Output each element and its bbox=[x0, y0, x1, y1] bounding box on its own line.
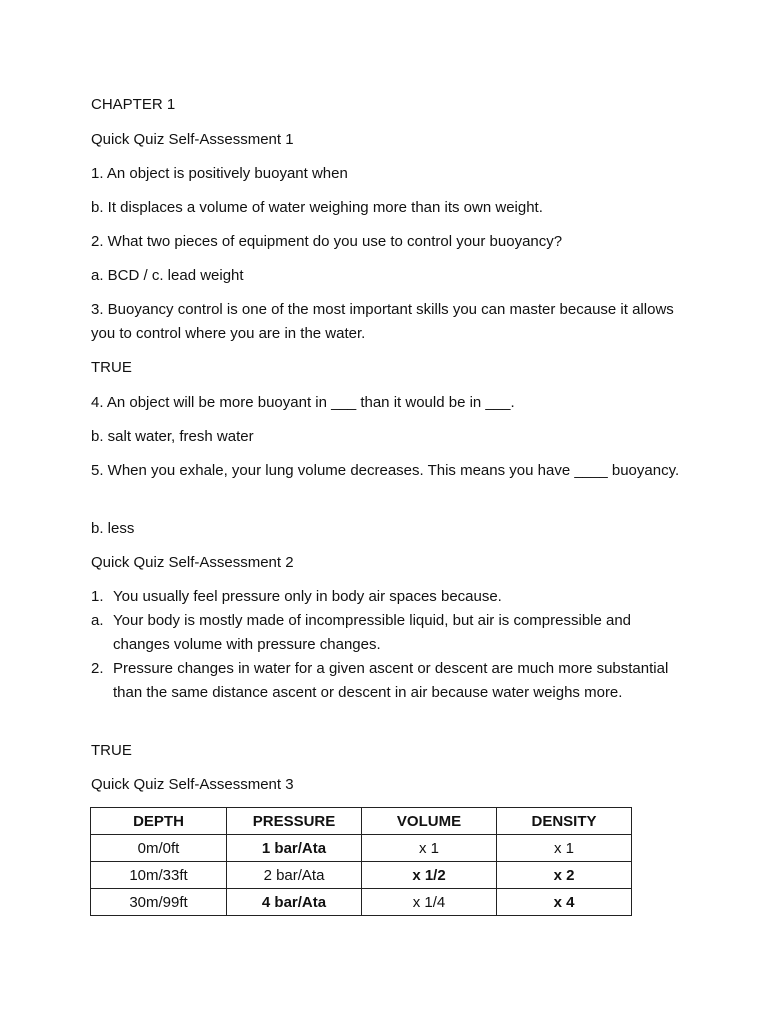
quiz2-answer: TRUE bbox=[91, 742, 132, 759]
table-header-row bbox=[91, 808, 632, 835]
quiz1-answer-2: a. BCD / c. lead weight bbox=[91, 267, 244, 284]
list-item-text: Pressure changes in water for a given ascent or descent are much more substantial than the same distance ascent or descent in air because water weighs more. bbox=[113, 660, 669, 701]
cell-volume: x 1/4 bbox=[362, 889, 497, 916]
quiz1-question-5: 5. When you exhale, your lung volume decreases. This means you have ____ buoyancy. bbox=[91, 462, 680, 479]
quiz1-answer-3: TRUE bbox=[91, 359, 132, 376]
cell-pressure: 2 bar/Ata bbox=[227, 862, 362, 889]
cell-density: x 1 bbox=[497, 835, 632, 862]
quiz2-list-item bbox=[91, 585, 681, 609]
table-row bbox=[91, 889, 632, 916]
cell-pressure: 4 bar/Ata bbox=[227, 889, 362, 916]
table-row bbox=[91, 835, 632, 862]
list-item-text: Your body is mostly made of incompressible liquid, but air is compressible and changes volume with pressure changes. bbox=[113, 612, 632, 653]
header-depth: DEPTH bbox=[91, 808, 227, 835]
list-marker: 2. bbox=[91, 660, 104, 677]
quiz1-question-3: 3. Buoyancy control is one of the most important skills you can master because it allows you to control where you are in the water. bbox=[91, 301, 674, 342]
quiz3-title: Quick Quiz Self-Assessment 3 bbox=[91, 776, 294, 793]
header-density: DENSITY bbox=[497, 808, 632, 835]
cell-depth: 30m/99ft bbox=[91, 889, 227, 916]
quiz2-title: Quick Quiz Self-Assessment 2 bbox=[91, 554, 294, 571]
cell-pressure: 1 bar/Ata bbox=[227, 835, 362, 862]
quiz1-title: Quick Quiz Self-Assessment 1 bbox=[91, 131, 294, 148]
quiz1-answer-1: b. It displaces a volume of water weighing more than its own weight. bbox=[91, 199, 543, 216]
quiz1-question-2: 2. What two pieces of equipment do you use to control your buoyancy? bbox=[91, 233, 563, 250]
quiz1-answer-4: b. salt water, fresh water bbox=[91, 428, 254, 445]
list-marker: a. bbox=[91, 612, 104, 629]
quiz1-question-4: 4. An object will be more buoyant in ___ than it would be in ___. bbox=[91, 394, 515, 411]
cell-density: x 2 bbox=[497, 862, 632, 889]
header-pressure: PRESSURE bbox=[227, 808, 362, 835]
pressure-table bbox=[90, 807, 632, 916]
cell-density: x 4 bbox=[497, 889, 632, 916]
cell-volume: x 1/2 bbox=[362, 862, 497, 889]
quiz2-list-item bbox=[91, 609, 681, 657]
list-marker: 1. bbox=[91, 588, 104, 605]
list-item-text: You usually feel pressure only in body air spaces because. bbox=[113, 588, 502, 605]
cell-depth: 0m/0ft bbox=[91, 835, 227, 862]
table-row bbox=[91, 862, 632, 889]
quiz2-list-item bbox=[91, 657, 681, 705]
cell-depth: 10m/33ft bbox=[91, 862, 227, 889]
quiz1-question-1: 1. An object is positively buoyant when bbox=[91, 165, 348, 182]
cell-volume: x 1 bbox=[362, 835, 497, 862]
chapter-heading: CHAPTER 1 bbox=[91, 96, 176, 113]
quiz1-answer-5: b. less bbox=[91, 520, 135, 537]
header-volume: VOLUME bbox=[362, 808, 497, 835]
